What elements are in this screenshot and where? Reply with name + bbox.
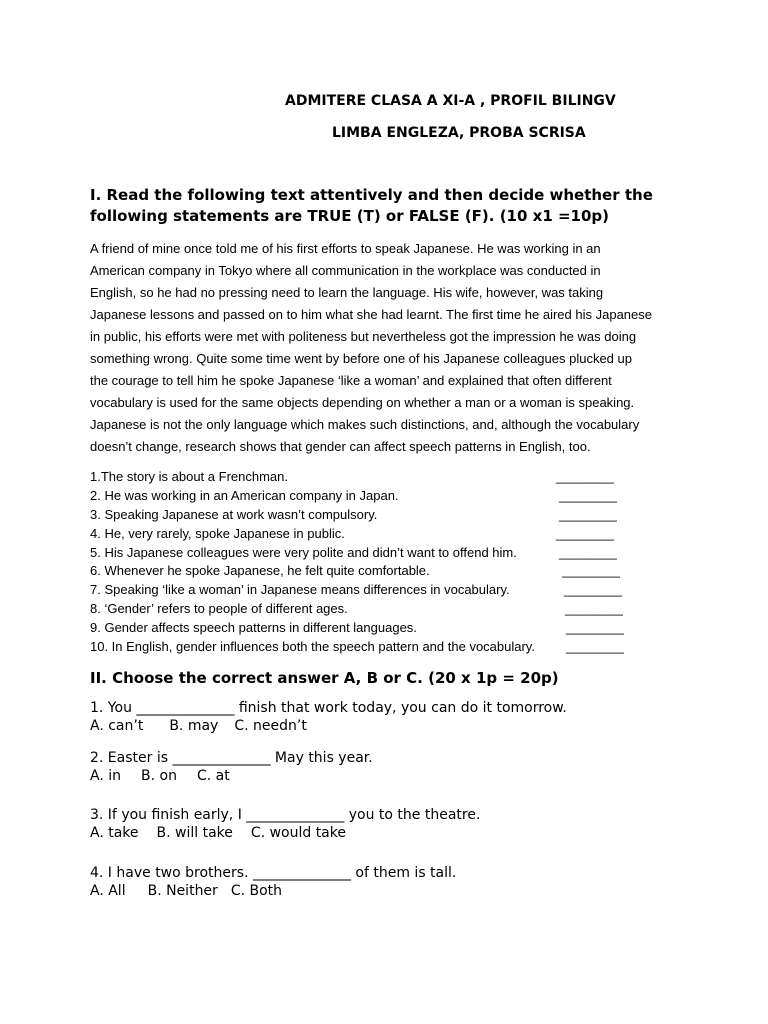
statement-item — [90, 581, 630, 600]
section-2-title: II. Choose the correct answer A, B or C. (20 x 1p = 20p) — [90, 669, 559, 687]
exam-header-subtitle: LIMBA ENGLEZA, PROBA SCRISA — [332, 125, 586, 141]
statement-item — [90, 487, 630, 506]
answer-blank[interactable]: ________ — [556, 525, 614, 541]
answer-blank[interactable]: ________ — [559, 487, 617, 503]
reading-passage — [90, 238, 680, 458]
passage-line: something wrong. Quite some time went by before one of his Japanese colleagues plucked up — [90, 351, 632, 366]
option[interactable]: C. needn’t — [234, 718, 307, 734]
question-options — [90, 717, 567, 735]
passage-line: doesn’t change, research shows that gender can affect speech patterns in English, too. — [90, 439, 591, 454]
statement-text: 8. ‘Gender’ refers to people of different ages. — [90, 601, 348, 617]
statement-text: 7. Speaking ‘like a woman’ in Japanese means differences in vocabulary. — [90, 582, 510, 598]
option[interactable]: C. would take — [250, 825, 346, 841]
passage-line: Japanese is not the only language which makes such distinctions, and, although the vocabulary — [90, 417, 640, 432]
option[interactable]: A. can’t — [90, 718, 144, 734]
question-text: 4. I have two brothers. ______________ of them is tall. — [90, 865, 457, 881]
question-text: 3. If you finish early, I ______________ you to the theatre. — [90, 807, 481, 823]
passage-line: vocabulary is used for the same objects depending on whether a man or a woman is speaking. — [90, 395, 635, 410]
answer-blank[interactable]: ________ — [564, 582, 622, 598]
option[interactable]: B. will take — [156, 825, 233, 841]
statement-item — [90, 468, 630, 487]
question-options — [90, 882, 456, 900]
option[interactable]: A. All — [90, 883, 126, 899]
option[interactable]: B. may — [169, 718, 219, 734]
statement-item — [90, 506, 630, 525]
passage-line: A friend of mine once told me of his first efforts to speak Japanese. He was working in an — [90, 241, 601, 256]
question-text: 2. Easter is ______________ May this year. — [90, 750, 373, 766]
statement-item — [90, 600, 630, 619]
statement-text: 2. He was working in an American company in Japan. — [90, 487, 399, 503]
question-options — [90, 824, 480, 842]
exam-header-title: ADMITERE CLASA A XI-A , PROFIL BILINGV — [285, 93, 616, 109]
passage-line: the courage to tell him he spoke Japanese ‘like a woman’ and explained that often different — [90, 373, 612, 388]
option[interactable]: C. at — [196, 768, 230, 784]
statement-text: 6. Whenever he spoke Japanese, he felt quite comfortable. — [90, 563, 430, 579]
option[interactable]: A. take — [90, 825, 139, 841]
statement-text: 5. His Japanese colleagues were very polite and didn’t want to offend him. — [90, 544, 517, 560]
passage-line: Japanese lessons and passed on to him what she had learnt. The first time he aired his Japanese — [90, 307, 652, 322]
question-text: 1. You ______________ finish that work today, you can do it tomorrow. — [90, 700, 567, 716]
question-item — [90, 699, 567, 735]
answer-blank[interactable]: ________ — [562, 563, 620, 579]
option[interactable]: B. Neither — [147, 883, 218, 899]
statement-text: 4. He, very rarely, spoke Japanese in public. — [90, 525, 345, 541]
option[interactable]: C. Both — [230, 883, 283, 899]
statement-item — [90, 525, 630, 544]
section-1-title: I. Read the following text attentively and then decide whether the following statements are TRUE (T) or FALSE (F). (10 x1 =10p) — [90, 186, 653, 225]
answer-blank[interactable]: ________ — [566, 639, 624, 655]
answer-blank[interactable]: ________ — [566, 620, 624, 636]
statement-item — [90, 638, 630, 657]
question-options — [90, 767, 373, 785]
statement-item — [90, 544, 630, 563]
question-item — [90, 806, 480, 842]
statement-text: 10. In English, gender influences both the speech pattern and the vocabulary. — [90, 639, 535, 655]
answer-blank[interactable]: ________ — [559, 544, 617, 560]
option[interactable]: A. in — [90, 768, 121, 784]
statement-item — [90, 619, 630, 638]
statement-text: 9. Gender affects speech patterns in different languages. — [90, 620, 417, 636]
question-item — [90, 749, 373, 785]
passage-line: English, so he had no pressing need to learn the language. His wife, however, was taking — [90, 285, 604, 300]
statement-text: 3. Speaking Japanese at work wasn’t compulsory. — [90, 506, 378, 522]
question-item — [90, 864, 456, 900]
statements-list — [90, 468, 630, 657]
answer-blank[interactable]: ________ — [559, 506, 617, 522]
passage-line: American company in Tokyo where all communication in the workplace was conducted in — [90, 263, 601, 278]
statement-text: 1.The story is about a Frenchman. — [90, 469, 288, 484]
answer-blank[interactable]: ________ — [565, 601, 623, 617]
answer-blank[interactable]: ________ — [556, 469, 614, 484]
passage-line: in public, his efforts were met with politeness but nevertheless got the impression he was doing — [90, 329, 637, 344]
option[interactable]: B. on — [141, 768, 177, 784]
statement-item — [90, 562, 630, 581]
